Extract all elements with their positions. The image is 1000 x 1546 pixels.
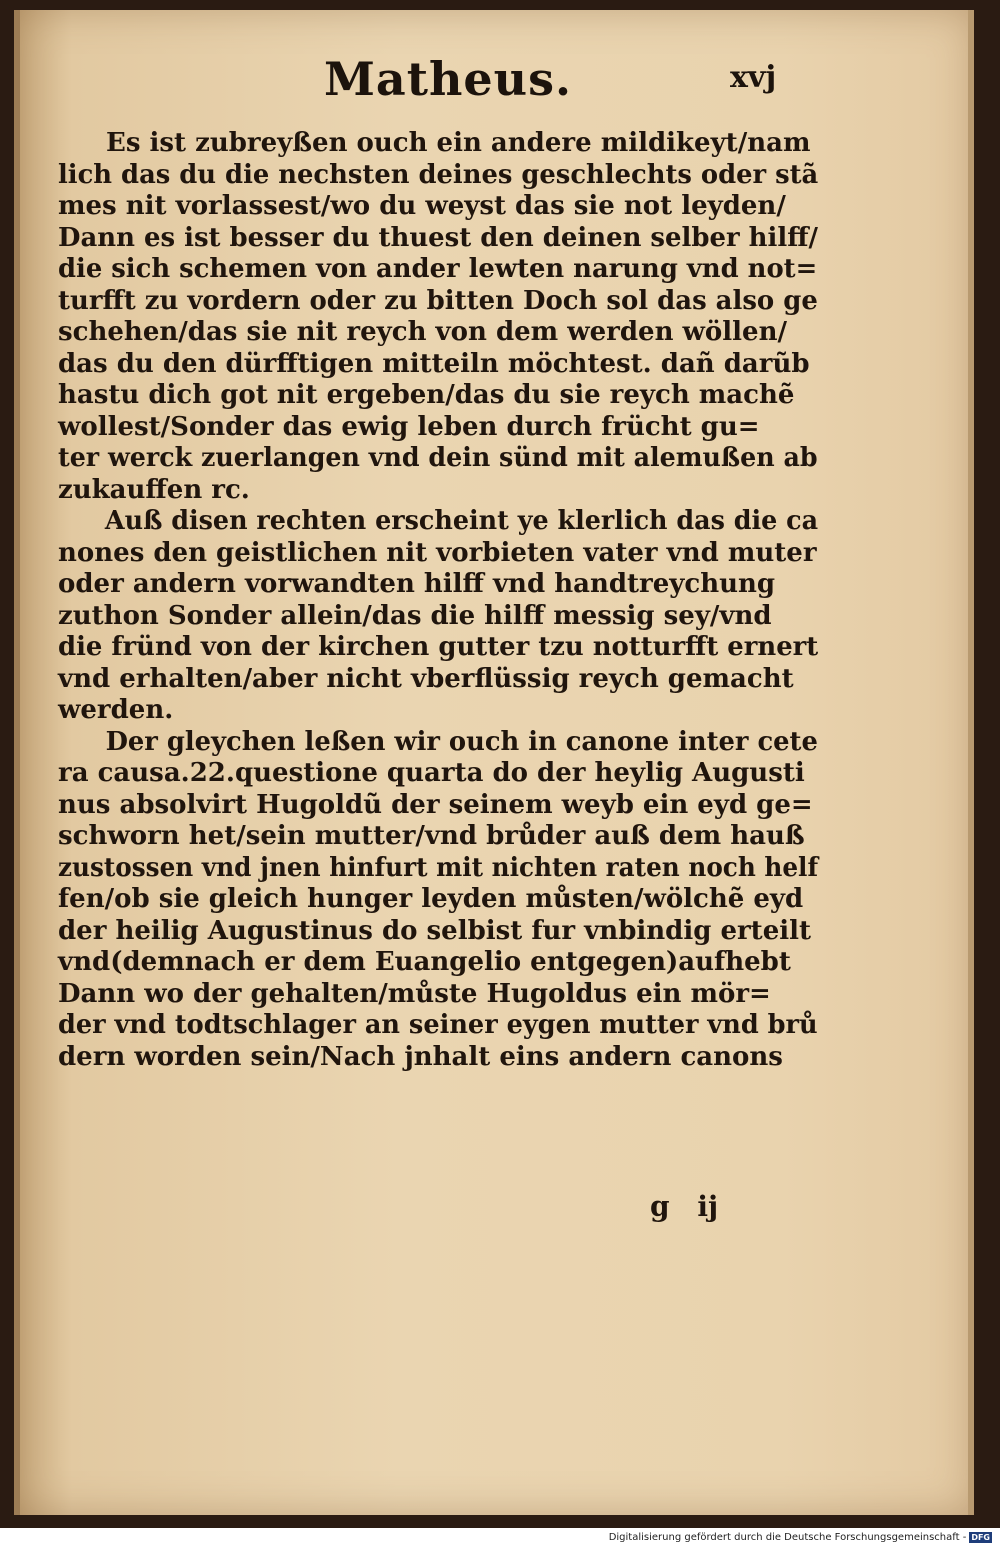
text-line: schworn het/sein mutter/vnd brůder auß dem hauß <box>58 821 805 851</box>
text-line: werden. <box>58 695 174 725</box>
text-line: hastu dich got nit ergeben/das du sie reych machẽ <box>58 380 795 410</box>
folio-number: xvj <box>730 60 777 95</box>
text-line: ra causa.22.questione quarta do der heylig Augusti <box>58 758 805 788</box>
book-page <box>14 10 974 1515</box>
text-line: Dann es ist besser du thuest den deinen selber hilff/ <box>58 222 818 253</box>
text-line: Der gleychen leßen wir ouch in canone inter cete <box>105 726 818 757</box>
page-outer-edge <box>968 10 974 1515</box>
text-line: die fründ von der kirchen gutter tzu notturfft ernert <box>58 632 819 662</box>
text-line: zustossen vnd jnen hinfurt mit nichten raten noch helf <box>58 852 819 883</box>
text-line: wollest/Sonder das ewig leben durch frücht gu= <box>58 411 760 442</box>
page-gutter-edge <box>14 10 20 1515</box>
text-line: zukauffen rc. <box>58 474 250 505</box>
text-line: oder andern vorwandten hilff vnd handtreychung <box>58 569 776 599</box>
text-line: dern worden sein/Nach jnhalt eins andern canons <box>58 1041 783 1072</box>
funding-credit: Digitalisierung gefördert durch die Deutsche Forschungsgemeinschaft - <box>608 1532 967 1543</box>
text-line: fen/ob sie gleich hunger leyden můsten/wölchẽ eyd <box>58 884 804 914</box>
text-line: nus absolvirt Hugoldũ der seinem weyb ein eyd ge= <box>58 789 813 820</box>
text-line: die sich schemen von ander lewten narung vnd not= <box>58 254 818 284</box>
text-line: das du den dürfftigen mitteiln möchtest. dañ darũb <box>58 348 810 379</box>
text-line: schehen/das sie nit reych von dem werden wöllen/ <box>58 317 787 347</box>
dfg-logo-icon: DFG <box>971 1533 990 1542</box>
text-line: Es ist zubreyßen ouch ein andere mildikeyt/nam <box>106 128 811 158</box>
text-line: vnd(demnach er dem Euangelio entgegen)aufhebt <box>58 947 791 977</box>
text-line: mes nit vorlassest/wo du weyst das sie not leyden/ <box>58 191 786 221</box>
text-line: ter werck zuerlangen vnd dein sünd mit alemußen ab <box>58 443 818 473</box>
text-line: Auß disen rechten erscheint ye klerlich das die ca <box>104 506 819 536</box>
text-line: der heilig Augustinus do selbist fur vnbindig erteilt <box>58 915 811 946</box>
signature-mark: g ij <box>650 1190 719 1223</box>
text-line: nones den geistlichen nit vorbieten vater vnd muter <box>58 537 817 568</box>
text-line: Dann wo der gehalten/můste Hugoldus ein mör= <box>58 978 771 1009</box>
text-line: der vnd todtschlager an seiner eygen mutter vnd brů <box>58 1010 818 1040</box>
text-line: zuthon Sonder allein/das die hilff messig sey/vnd <box>58 600 772 631</box>
body-text <box>58 128 818 1073</box>
digitization-footer <box>609 1532 992 1543</box>
running-title: Matheus. <box>324 52 573 106</box>
text-line: lich das du die nechsten deines geschlechts oder stã <box>58 159 819 190</box>
text-line: vnd erhalten/aber nicht vberflüssig reych gemacht <box>58 663 794 694</box>
text-line: turfft zu vordern oder zu bitten Doch sol das also ge <box>58 285 818 316</box>
